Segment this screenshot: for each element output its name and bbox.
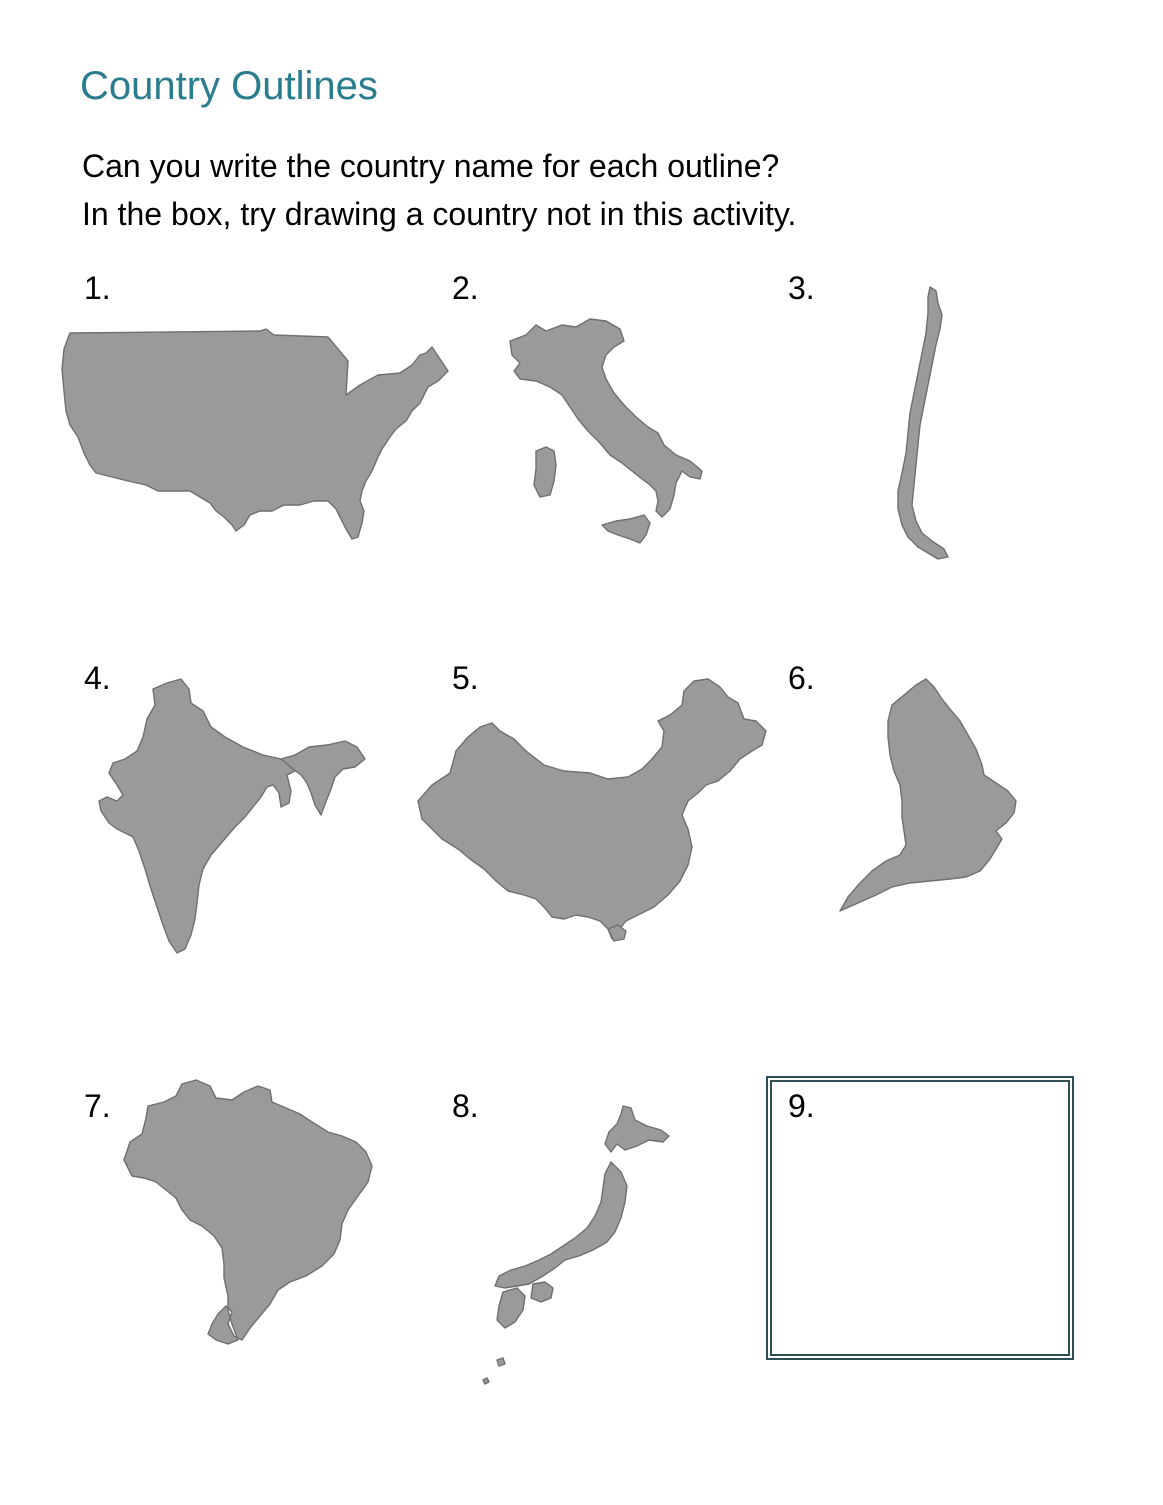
- country-outline-china: [412, 675, 772, 950]
- country-outline-brazil: [120, 1078, 380, 1348]
- country-outline-usa: [60, 325, 455, 545]
- item-number-3: 3.: [788, 270, 815, 306]
- item-number-4: 4.: [84, 660, 111, 696]
- instruction-line: Can you write the country name for each outline?: [82, 148, 780, 184]
- country-outline-india: [95, 675, 370, 960]
- instruction-line: In the box, try drawing a country not in this activity.: [82, 196, 797, 232]
- country-outline-england: [830, 675, 1025, 915]
- page-title: Country Outlines: [80, 64, 378, 108]
- country-outline-italy: [506, 315, 706, 565]
- country-outline-chile: [890, 285, 960, 570]
- item-number-9: 9.: [788, 1088, 815, 1124]
- item-number-1: 1.: [84, 270, 111, 306]
- item-number-6: 6.: [788, 660, 815, 696]
- item-number-5: 5.: [452, 660, 479, 696]
- country-outline-japan: [425, 1100, 680, 1390]
- item-number-7: 7.: [84, 1088, 111, 1124]
- item-number-2: 2.: [452, 270, 479, 306]
- item-number-8: 8.: [452, 1088, 479, 1124]
- instructions: [82, 142, 796, 238]
